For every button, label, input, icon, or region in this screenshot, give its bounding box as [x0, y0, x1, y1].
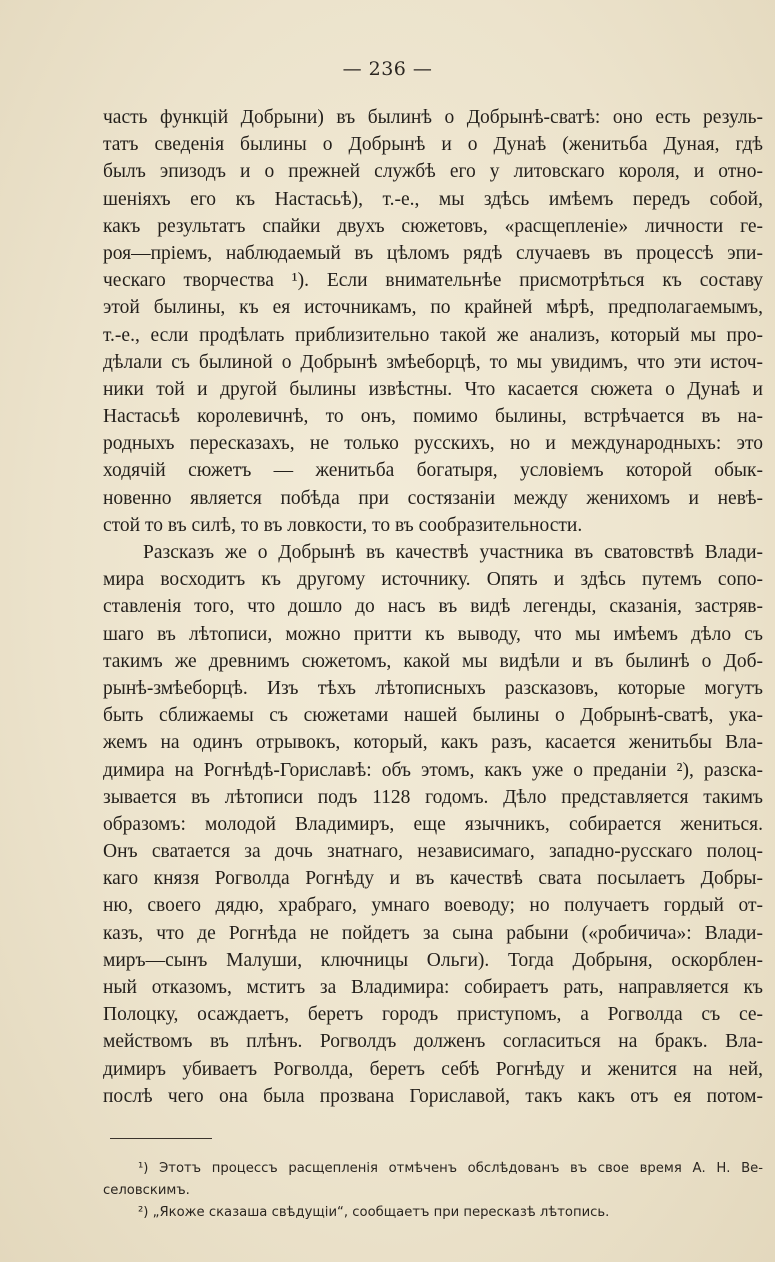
text-line: мира восходитъ къ другому источнику. Опять и здѣсь путемъ сопо- [103, 569, 763, 591]
page-number: — 236 — [342, 58, 433, 80]
footnote-line: ¹) Этотъ процессъ расщепленія отмѣченъ обслѣдованъ въ свое время А. Н. Ве- [138, 1161, 763, 1176]
text-line: стой то въ силѣ, то въ ловкости, то въ сообразительности. [103, 514, 583, 536]
text-line: т.-е., если продѣлать приблизительно такой же анализъ, который мы про- [103, 324, 763, 346]
body-text [103, 104, 763, 1110]
text-line: родныхъ пересказахъ, не только русскихъ, но и международныхъ: это [103, 433, 763, 455]
text-line: новенно является побѣда при состязаніи между женихомъ и невѣ- [103, 487, 763, 509]
text-line: ставленія того, что дошло до насъ въ видѣ легенды, сказанія, застряв- [103, 596, 763, 618]
text-line: Онъ сватается за дочь знатнаго, независимаго, западно-русскаго полоц- [103, 841, 763, 863]
text-line: мействомъ въ плѣнъ. Рогволдъ долженъ согласиться на бракъ. Вла- [103, 1031, 763, 1053]
text-line: Настасьѣ королевичнѣ, то онъ, помимо былины, встрѣчается въ на- [103, 406, 763, 428]
text-line: былъ эпизодъ и о прежней службѣ его у литовскаго короля, и отно- [103, 161, 763, 183]
text-line: ню, своего дядю, храбраго, умнаго воеводу; но получаетъ гордый от- [103, 895, 763, 917]
text-line: шеніяхъ его къ Настасьѣ), т.-е., мы здѣсь имѣемъ передъ собой, [103, 188, 763, 210]
text-line: часть функцій Добрыни) въ былинѣ о Добрынѣ-сватѣ: оно есть резуль- [103, 107, 763, 128]
text-line: татъ сведенія былины о Добрынѣ и о Дунаѣ (женитьба Дуная, гдѣ [103, 134, 763, 156]
text-line: Полоцку, осаждаетъ, беретъ городъ приступомъ, а Рогволда съ се- [103, 1004, 763, 1026]
text-line: миръ—сынъ Малуши, ключницы Ольги). Тогда Добрыня, оскорблен- [103, 949, 763, 971]
text-line: роя—пріемъ, наблюдаемый въ цѣломъ рядѣ случаевъ въ процессѣ эпи- [103, 242, 763, 264]
footnotes [103, 1158, 763, 1224]
text-line: казъ, что де Рогнѣда не пойдетъ за сына рабыни («робичича»: Влади- [103, 922, 763, 944]
text-line: димира на Рогнѣдѣ-Гориславѣ: объ этомъ, какъ уже о преданіи ²), разска- [103, 759, 763, 781]
text-line: ходячій сюжетъ — женитьба богатыря, условіемъ которой обык- [103, 460, 763, 482]
text-line: ный отказомъ, мститъ за Владимира: собираетъ рать, направляется къ [103, 977, 763, 998]
text-line: дѣлали съ былиной о Добрынѣ змѣеборцѣ, то мы увидимъ, что эти источ- [103, 351, 763, 373]
text-line: Разсказъ же о Добрынѣ въ качествѣ участника въ сватовствѣ Влади- [143, 542, 763, 563]
footnote-line: селовскимъ. [103, 1183, 190, 1198]
text-line: ники той и другой былины извѣстны. Что касается сюжета о Дунаѣ и [103, 378, 763, 400]
text-line: шаго въ лѣтописи, можно притти къ выводу, что мы имѣемъ дѣло съ [103, 623, 763, 645]
text-line: ческаго творчества ¹). Если внимательнѣе присмотрѣться къ составу [103, 270, 763, 292]
text-line: рынѣ-змѣеборцѣ. Изъ тѣхъ лѣтописныхъ разсказовъ, которые могутъ [103, 677, 763, 699]
text-line: димиръ убиваетъ Рогволда, беретъ себѣ Рогнѣду и женится на ней, [103, 1058, 763, 1080]
text-line: образомъ: молодой Владимиръ, еще язычникъ, собирается жениться. [103, 813, 763, 835]
text-line: зывается въ лѣтописи подъ 1128 годомъ. Дѣло представляется такимъ [103, 786, 763, 808]
text-line: какъ результатъ спайки двухъ сюжетовъ, «расщепленіе» личности ге- [103, 215, 763, 237]
text-line: послѣ чего она была прозвана Гориславой, такъ какъ отъ ея потом- [103, 1085, 763, 1107]
text-line: этой былины, къ ея источникамъ, по крайней мѣрѣ, предполагаемымъ, [103, 297, 763, 319]
footnote-line: ²) „Якоже сказаша свѣдущіи“, сообщаетъ при пересказѣ лѣтопись. [138, 1205, 610, 1220]
text-line: такимъ же древнимъ сюжетомъ, какой мы видѣли и въ былинѣ о Доб- [103, 650, 763, 672]
text-line: жемъ на одинъ отрывокъ, который, какъ разъ, касается женитьбы Вла- [103, 732, 763, 754]
footnote-divider [110, 1138, 212, 1139]
text-line: каго князя Рогволда Рогнѣду и въ качествѣ свата посылаетъ Добры- [103, 868, 763, 890]
text-line: быть сближаемы съ сюжетами нашей былины о Добрынѣ-сватѣ, ука- [103, 705, 763, 727]
